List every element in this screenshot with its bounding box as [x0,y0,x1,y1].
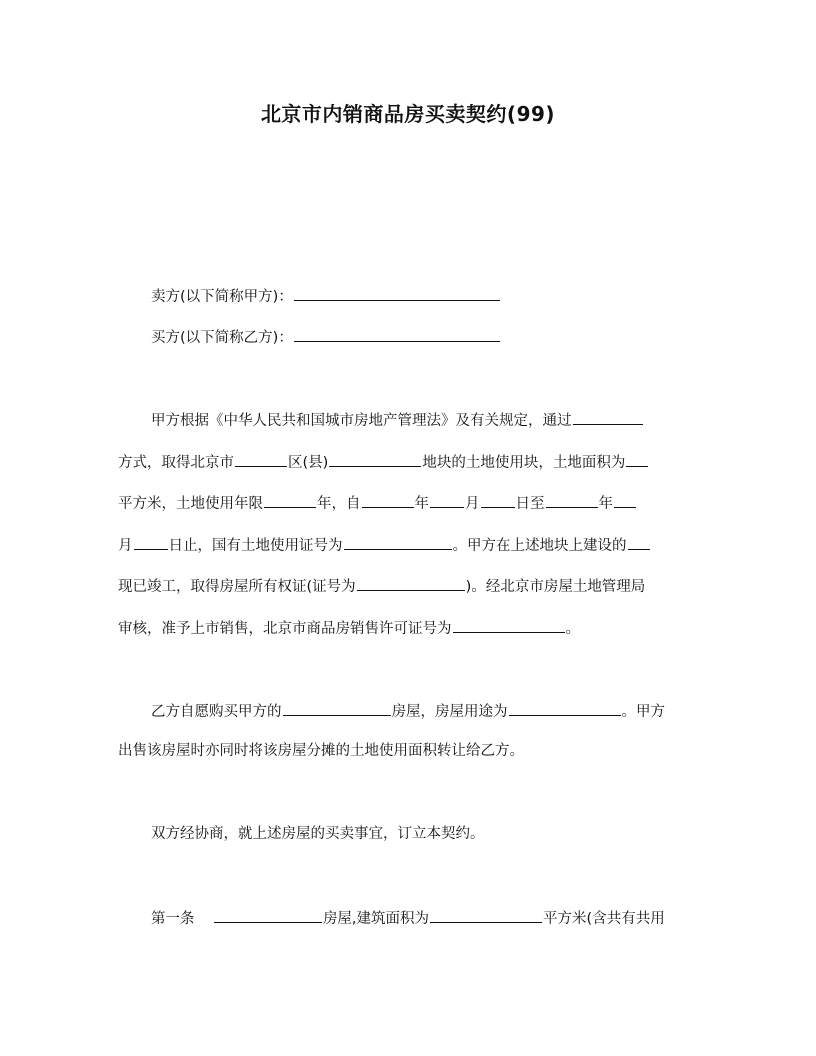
article-1-line [151,907,698,929]
text: 区(县) [288,455,329,471]
start-day-blank[interactable] [481,492,515,508]
text: 日至 [515,496,545,512]
text: 月 [465,496,480,512]
text: 。甲方 [621,704,665,720]
text: 乙方自愿购买甲方的 [151,704,282,720]
p3-line: 双方经协商，就上述房屋的买卖事宜，订立本契约。 [151,826,485,842]
p1-line-3 [118,492,698,514]
text: 。甲方在上述地块上建设的 [452,538,627,554]
text: 房屋，房屋用途为 [391,704,508,720]
text: 日止，国有土地使用证号为 [168,538,343,554]
text: 年，自 [317,496,361,512]
buyer-label: 买方(以下简称乙方)： [151,330,293,346]
district-blank[interactable] [235,451,287,467]
plot-blank[interactable] [329,451,421,467]
text: )。经北京市房屋土地管理局 [465,579,646,595]
seller-blank[interactable] [294,285,500,301]
text: 甲方根据《中华人民共和国城市房地产管理法》及有关规定，通过 [151,413,572,429]
text: 。 [565,621,580,637]
acquire-method-blank[interactable] [573,409,643,425]
end-day-blank[interactable] [134,534,168,550]
buyer-blank[interactable] [294,326,500,342]
p2-line-2: 出售该房屋时亦同时将该房屋分摊的土地使用面积转让给乙方。 [118,743,524,759]
text: 方式，取得北京市 [118,455,234,471]
p1-line-4 [118,534,698,556]
p1-line-5 [118,575,698,597]
land-cert-no-blank[interactable] [344,534,452,550]
start-year-blank[interactable] [362,492,414,508]
text: 平方米，土地使用年限 [118,496,263,512]
property-use-blank[interactable] [509,700,621,716]
document-title: 北京市内销商品房买卖契约(99) [260,102,556,126]
end-year-blank[interactable] [546,492,598,508]
text: 地块的土地使用块，土地面积为 [422,455,626,471]
article-1-property-blank[interactable] [214,907,322,923]
text: 现已竣工，取得房屋所有权证(证号为 [118,579,356,595]
end-month-blank[interactable] [614,492,636,508]
seller-label: 卖方(以下简称甲方)： [151,289,293,305]
article-label: 第一条 [151,911,195,927]
property-blank[interactable] [283,700,391,716]
building-name-blank[interactable] [628,534,650,550]
text: 年 [598,496,613,512]
p1-line-1 [151,409,698,431]
land-term-blank[interactable] [264,492,316,508]
p1-line-2 [118,451,698,473]
buyer-line [151,326,698,348]
sale-permit-no-blank[interactable] [453,617,565,633]
p2-line-1 [151,700,698,722]
text: 审核，准予上市销售，北京市商品房销售许可证号为 [118,621,452,637]
text: 年 [414,496,429,512]
text: 房屋,建筑面积为 [322,911,430,927]
text: 平方米(含共有共用 [543,911,665,927]
text: 月 [118,538,133,554]
seller-line [151,285,698,307]
start-month-blank[interactable] [430,492,464,508]
ownership-cert-no-blank[interactable] [357,575,465,591]
p1-line-6 [118,617,698,639]
land-area-blank[interactable] [626,451,648,467]
building-area-blank[interactable] [430,907,542,923]
